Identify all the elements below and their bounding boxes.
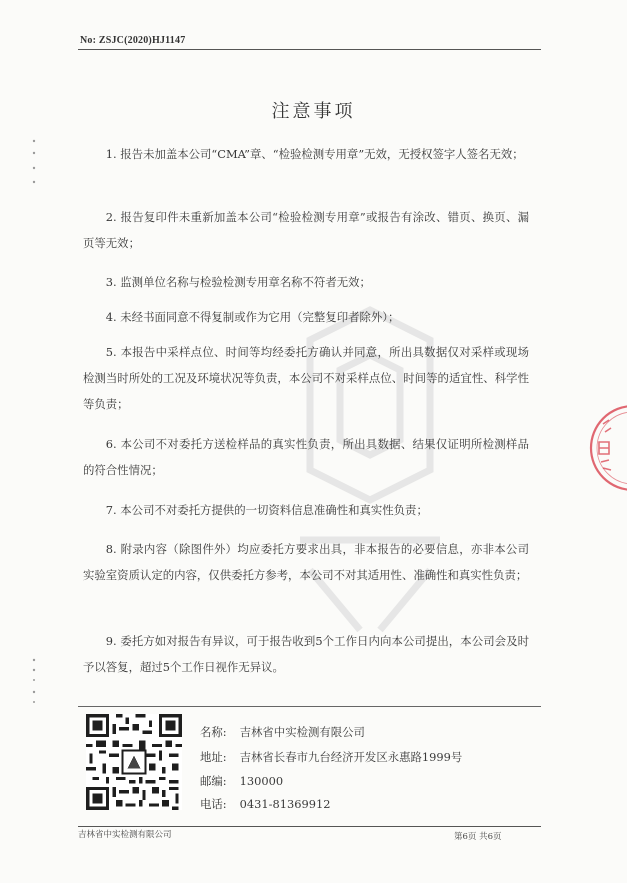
qr-code-icon: [86, 714, 182, 810]
footer-company: 吉林省中实检测有限公司: [78, 830, 172, 840]
footer-rule: [78, 826, 541, 827]
note-item: 1. 报告未加盖本公司“CMA”章、“检验检测专用章”无效，无授权签字人签名无效；: [105, 147, 524, 161]
contact-rule: [78, 706, 541, 707]
page-number: 第6页 共6页: [454, 832, 502, 842]
note-item: 5. 本报告中采样点位、时间等均经委托方确认并同意，所出具数据仅对采样或现场检测当时所处的工况及环境状况等负责，本公司不对采样点位、时间等的适宜性、科学性等负责；: [83, 345, 529, 411]
report-number: No: ZSJC(2020)HJ1147: [80, 35, 186, 46]
phone-label: 电话:: [200, 797, 227, 811]
red-stamp-icon: [585, 398, 627, 498]
note-item: 6. 本公司不对委托方送检样品的真实性负责，所出具数据、结果仅证明所检测样品的符合性情况；: [83, 437, 529, 477]
company-address: 吉林省长春市九台经济开发区永惠路1999号: [239, 750, 463, 764]
postcode-value: 130000: [239, 774, 284, 788]
contact-address-row: [200, 749, 462, 765]
name-label: 名称:: [200, 725, 227, 739]
binding-marks-icon: [32, 138, 36, 188]
postcode-label: 邮编:: [200, 774, 227, 788]
note-item: 7. 本公司不对委托方提供的一切资料信息准确性和真实性负责；: [105, 503, 428, 517]
note-item: 8. 附录内容（除图件外）均应委托方要求出具，非本报告的必要信息，亦非本公司实验室资质认定的内容，仅供委托方参考，本公司不对其适用性、准确性和真实性负责；: [83, 542, 529, 582]
note-item: 2. 报告复印件未重新加盖本公司“检验检测专用章”或报告有涂改、错页、换页、漏页等无效；: [83, 210, 529, 250]
note-item: 4. 未经书面同意不得复制或作为它用（完整复印者除外）；: [105, 310, 400, 324]
company-name: 吉林省中实检测有限公司: [239, 725, 365, 739]
phone-value: 0431-81369912: [239, 797, 331, 811]
contact-postcode-row: [200, 773, 283, 789]
page-title: 注意事项: [271, 101, 356, 122]
binding-marks-icon: [32, 656, 36, 706]
address-label: 地址:: [200, 750, 227, 764]
contact-phone-row: [200, 796, 330, 812]
note-item: 9. 委托方如对报告有异议，可于报告收到5个工作日内向本公司提出，本公司会及时予以答复，超过5个工作日视作无异议。: [83, 634, 529, 674]
header-rule: [78, 49, 541, 50]
contact-name-row: [200, 724, 365, 740]
note-item: 3. 监测单位名称与检验检测专用章名称不符者无效；: [105, 275, 371, 289]
